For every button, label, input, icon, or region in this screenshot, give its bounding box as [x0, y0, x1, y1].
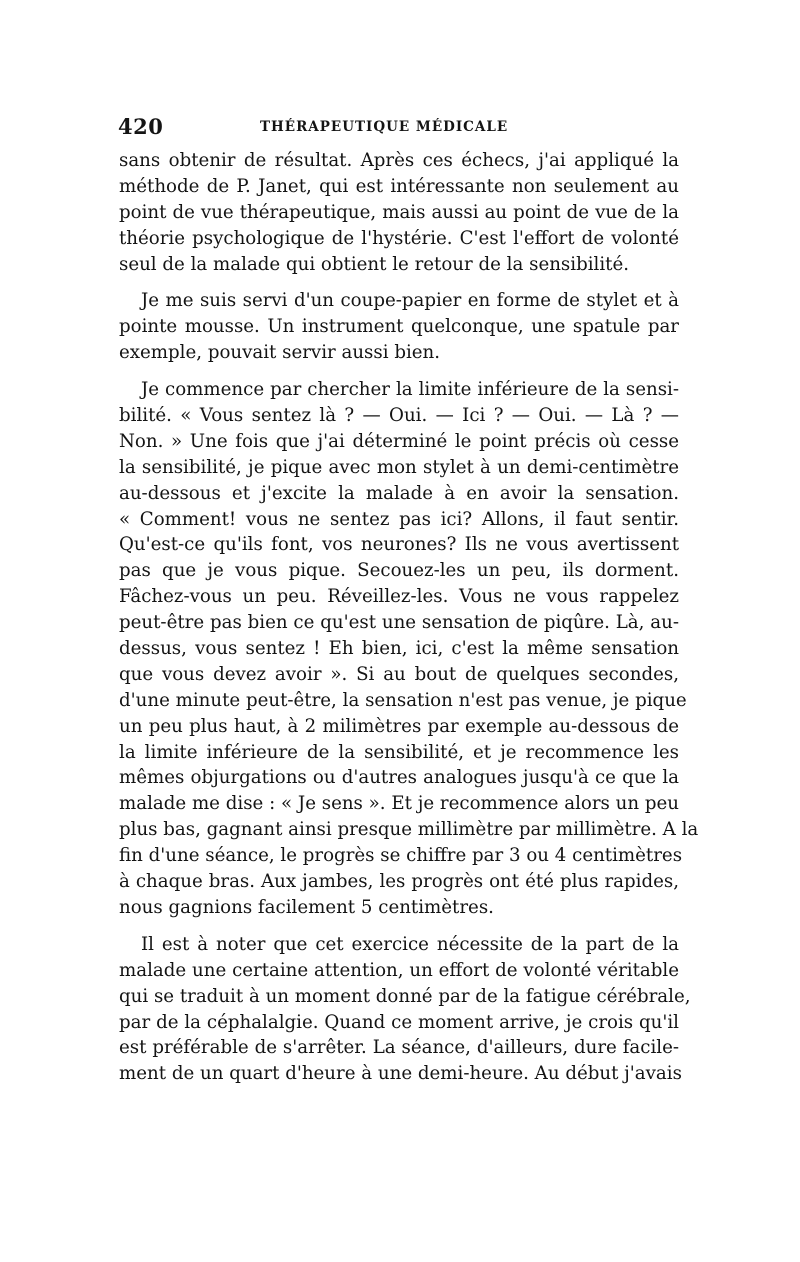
text-line: à chaque bras. Aux jambes, les progrès ont été plus rapides,	[119, 871, 679, 893]
text-line: fin d'une séance, le progrès se chiffre par 3 ou 4 centimètres	[119, 845, 683, 867]
paragraph-4	[119, 932, 691, 1087]
text-line: Je me suis servi d'un coupe-papier en forme de stylet et à	[141, 290, 679, 312]
text-line: par de la céphalalgie. Quand ce moment arrive, je crois qu'il	[119, 1011, 679, 1033]
text-line: mêmes objurgations ou d'autres analogues jusqu'à ce que la	[119, 767, 679, 789]
text-line: pointe mousse. Un instrument quelconque, une spatule par	[119, 316, 679, 338]
text-line: Fâchez-vous un peu. Réveillez-les. Vous ne vous rappelez	[119, 586, 679, 608]
running-title: THÉRAPEUTIQUE MÉDICALE	[260, 119, 509, 135]
text-line: la sensibilité, je pique avec mon stylet à un demi-centimètre	[119, 456, 679, 478]
text-line: d'une minute peut-être, la sensation n'est pas venue, je pique	[119, 689, 687, 711]
text-line: malade me dise : « Je sens ». Et je recommence alors un peu	[119, 793, 679, 815]
page-header	[118, 114, 682, 144]
paragraph-2	[119, 288, 679, 366]
text-line: malade une certaine attention, un effort de volonté véritable	[119, 959, 679, 981]
text-line: Je commence par chercher la limite inférieure de la sensi-	[141, 379, 679, 401]
text-line: qui se traduit à un moment donné par de la fatigue cérébrale,	[119, 985, 691, 1007]
paragraph-3	[119, 377, 699, 921]
text-line: seul de la malade qui obtient le retour de la sensibilité.	[119, 253, 630, 275]
text-line: Non. » Une fois que j'ai déterminé le point précis où cesse	[119, 430, 679, 452]
text-line: peut-être pas bien ce qu'est une sensation de piqûre. Là, au-	[119, 612, 679, 634]
text-line: pas que je vous pique. Secouez-les un peu, ils dorment.	[119, 560, 679, 582]
text-line: « Comment! vous ne sentez pas ici? Allons, il faut sentir.	[119, 508, 679, 530]
text-line: théorie psychologique de l'hystérie. C'est l'effort de volonté	[119, 227, 679, 249]
text-line: bilité. « Vous sentez là ? — Oui. — Ici ? — Oui. — Là ? —	[119, 405, 679, 427]
text-line: est préférable de s'arrêter. La séance, d'ailleurs, dure facile-	[119, 1037, 679, 1059]
text-line: la limite inférieure de la sensibilité, et je recommence les	[119, 741, 679, 763]
text-line: dessus, vous sentez ! Eh bien, ici, c'est la même sensation	[119, 638, 679, 660]
text-line: exemple, pouvait servir aussi bien.	[119, 342, 441, 364]
text-line: Qu'est-ce qu'ils font, vos neurones? Ils ne vous avertissent	[119, 534, 679, 556]
text-line: méthode de P. Janet, qui est intéressante non seulement au	[119, 175, 679, 197]
text-line: ment de un quart d'heure à une demi-heure. Au début j'avais	[119, 1063, 682, 1085]
text-line: que vous devez avoir ». Si au bout de quelques secondes,	[119, 663, 679, 685]
text-line: Il est à noter que cet exercice nécessite de la part de la	[141, 933, 679, 955]
page-number: 420	[118, 114, 164, 139]
text-line: nous gagnions facilement 5 centimètres.	[119, 896, 494, 918]
text-line: au-dessous et j'excite la malade à en avoir la sensation.	[119, 482, 679, 504]
paragraph-1	[119, 148, 679, 277]
text-line: un peu plus haut, à 2 milimètres par exemple au-dessous de	[119, 715, 679, 737]
body-text	[119, 148, 699, 1098]
text-line: plus bas, gagnant ainsi presque millimètre par millimètre. A la	[119, 819, 699, 841]
text-line: point de vue thérapeutique, mais aussi au point de vue de la	[119, 201, 679, 223]
text-line: sans obtenir de résultat. Après ces échecs, j'ai appliqué la	[119, 150, 679, 171]
